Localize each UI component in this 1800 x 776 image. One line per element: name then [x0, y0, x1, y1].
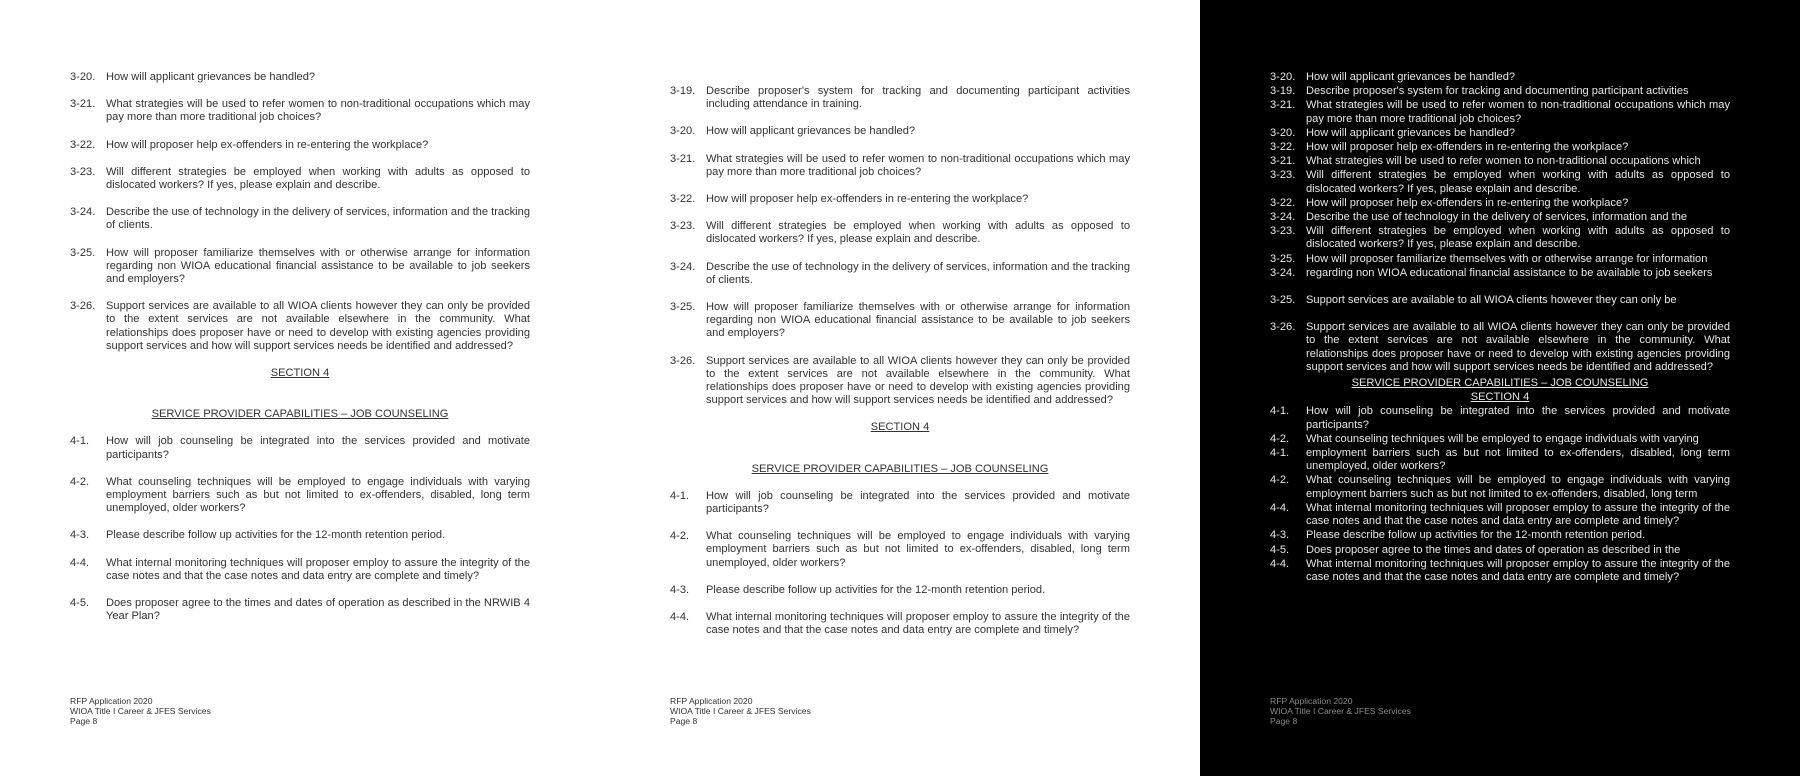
overlay-line: 4-2. What counseling techniques will be employed to engage individuals with varying: [1270, 432, 1699, 445]
question-4-1: 4-1. How will job counseling be integrated into the services provided and motivate participants?: [70, 435, 530, 461]
overlay-line: 3-20. How will applicant grievances be handled?: [1270, 71, 1516, 83]
question-3-24: 3-24. Describe the use of technology in the delivery of services, information and the tracking of clients.: [670, 260, 1130, 286]
section-subheading: SERVICE PROVIDER CAPABILITIES – JOB COUNSELING: [151, 408, 449, 421]
question-4-4: 4-4. What internal monitoring techniques will proposer employ to assure the integrity of the case notes and that the case notes and data entry are complete and timely?: [670, 611, 1130, 637]
page-footer: RFP Application 2020 WIOA Title I Career & JFES Services Page 8: [1270, 696, 1411, 727]
question-3-25: 3-25. How will proposer familiarize themselves with or otherwise arrange for information regarding non WIOA educational financial assistance to be available to job seekers and employers?: [70, 246, 530, 286]
question-3-24: 3-24. Describe the use of technology in the delivery of services, information and the tracking of clients.: [70, 206, 530, 232]
question-4-4: 4-4. What internal monitoring techniques will proposer employ to assure the integrity of the case notes and that the case notes and data entry are complete and timely?: [70, 556, 530, 582]
question-3-19: 3-19. Describe proposer's system for tracking and documenting participant activities including attendance in training.: [670, 85, 1130, 111]
overlay-line: 3-24. Describe the use of technology in the delivery of services, information and the: [1270, 211, 1688, 224]
question-3-21: 3-21. What strategies will be used to refer women to non-traditional occupations which may pay more than more traditional job choices?: [670, 152, 1130, 178]
question-3-23: 3-23. Will different strategies be employed when working with adults as opposed to dislocated workers? If yes, please explain and describe.: [70, 165, 530, 192]
question-3-20: 3-20. How will applicant grievances be handled?: [70, 71, 316, 83]
overlay-line: 3-23. Will different strategies be employed when working with adults as opposed to dislocated workers? If yes, please explain and describe.: [1270, 169, 1730, 195]
question-4-2: 4-2. What counseling techniques will be employed to engage individuals with varying employment barriers such as but not limited to ex-offenders, disabled, long term unemployed, older workers?: [670, 530, 1130, 569]
document-page-left: [0, 0, 600, 776]
question-3-20: 3-20. How will applicant grievances be handled?: [670, 125, 916, 138]
page-footer: RFP Application 2020 WIOA Title I Career & JFES Services Page 8: [70, 696, 211, 727]
question-4-3: 4-3. Please describe follow up activities for the 12-month retention period.: [70, 529, 446, 542]
overlay-line: 3-22. How will proposer help ex-offenders in re-entering the workplace?: [1270, 196, 1629, 209]
question-3-25: 3-25. How will proposer familiarize themselves with or otherwise arrange for information regarding non WIOA educational financial assistance to be available to job seekers and employers?: [670, 301, 1130, 340]
overlay-line: 3-19. Describe proposer's system for tracking and documenting participant activities: [1270, 85, 1689, 98]
question-3-23: 3-23. Will different strategies be employed when working with adults as opposed to dislocated workers? If yes, please explain and describe.: [670, 220, 1130, 246]
overlay-line: 4-1. employment barriers such as but not limited to ex-offenders, disabled, long term unemployed, older workers?: [1270, 447, 1730, 473]
overlay-line: 4-3. Please describe follow up activities for the 12-month retention period.: [1270, 529, 1646, 542]
overlay-line: 4-2. What counseling techniques will be employed to engage individuals with varying employment barriers such as but not limited to ex-offenders, disabled, long term: [1270, 474, 1730, 500]
question-4-5: 4-5. Does proposer agree to the times and dates of operation as described in the NRWIB 4 Year Plan?: [70, 597, 530, 623]
question-4-2: 4-2. What counseling techniques will be employed to engage individuals with varying employment barriers such as but not limited to ex-offenders, disabled, long term unemployed, older workers?: [70, 475, 530, 515]
overlay-line: 3-25. Support services are available to all WIOA clients however they can only be: [1270, 294, 1677, 307]
overlay-line: 4-4. What internal monitoring techniques will proposer employ to assure the integrity of the case notes and that the case notes and data entry are complete and timely?: [1270, 557, 1730, 583]
section-heading: SECTION 4: [870, 421, 930, 434]
overlay-line: 3-24. regarding non WIOA educational financial assistance to be available to job seekers: [1270, 266, 1713, 279]
section-subheading: SERVICE PROVIDER CAPABILITIES – JOB COUNSELING: [751, 462, 1049, 475]
overlay-line: 3-21. What strategies will be used to refer women to non-traditional occupations which: [1270, 155, 1701, 168]
overlay-line: 3-23. Will different strategies be employed when working with adults as opposed to dislocated workers? If yes, please explain and describe.: [1270, 225, 1730, 251]
question-4-1: 4-1. How will job counseling be integrated into the services provided and motivate participants?: [670, 489, 1130, 516]
page-body: [1270, 71, 1730, 585]
overlay-line: 3-26. Support services are available to all WIOA clients however they can only be provided to the extent services are not available elsewhere in the community. What relationships does proposer have or need to develop with existing agencies providing support services and how will support services needs be identified and addressed?: [1270, 321, 1730, 373]
question-3-21: 3-21. What strategies will be used to refer women to non-traditional occupations which may pay more than more traditional job choices?: [70, 98, 530, 124]
overlay-line: 3-20. How will applicant grievances be handled?: [1270, 126, 1516, 139]
document-page-middle: [600, 0, 1200, 776]
question-3-22: 3-22. How will proposer help ex-offenders in re-entering the workplace?: [70, 138, 429, 151]
overlay-line: 3-21. What strategies will be used to refer women to non-traditional occupations which may pay more than more traditional job choices?: [1270, 99, 1730, 125]
document-page-overlay-dark: [1200, 0, 1800, 776]
page-body: [70, 71, 530, 637]
page-body: [670, 85, 1130, 651]
page-footer: RFP Application 2020 WIOA Title I Career & JFES Services Page 8: [670, 696, 811, 727]
section-heading: SECTION 4: [270, 367, 330, 380]
section-heading: SECTION 4: [1470, 391, 1530, 404]
overlay-line: 4-4. What internal monitoring techniques will proposer employ to assure the integrity of the case notes and that the case notes and data entry are complete and timely?: [1270, 501, 1730, 528]
overlay-line: 4-1. How will job counseling be integrated into the services provided and motivate participants?: [1270, 405, 1730, 431]
question-4-3: 4-3. Please describe follow up activities for the 12-month retention period.: [670, 583, 1046, 596]
overlay-line: 4-5. Does proposer agree to the times and dates of operation as described in the: [1270, 543, 1681, 556]
overlay-line: 3-22. How will proposer help ex-offenders in re-entering the workplace?: [1270, 141, 1629, 154]
overlay-line: 3-25. How will proposer familiarize themselves with or otherwise arrange for information: [1270, 252, 1708, 265]
question-3-26: 3-26. Support services are available to all WIOA clients however they can only be provided to the extent services are not available elsewhere in the community. What relationships does proposer have or need to develop with existing agencies providing support services and how will support services needs be identified and addressed?: [670, 354, 1130, 407]
section-subheading: SERVICE PROVIDER CAPABILITIES – JOB COUNSELING: [1351, 377, 1649, 390]
question-3-22: 3-22. How will proposer help ex-offenders in re-entering the workplace?: [670, 193, 1029, 206]
question-3-26: 3-26. Support services are available to all WIOA clients however they can only be provided to the extent services are not available elsewhere in the community. What relationships does proposer have or need to develop with existing agencies providing support services and how will support services needs be identified and addressed?: [70, 300, 530, 352]
